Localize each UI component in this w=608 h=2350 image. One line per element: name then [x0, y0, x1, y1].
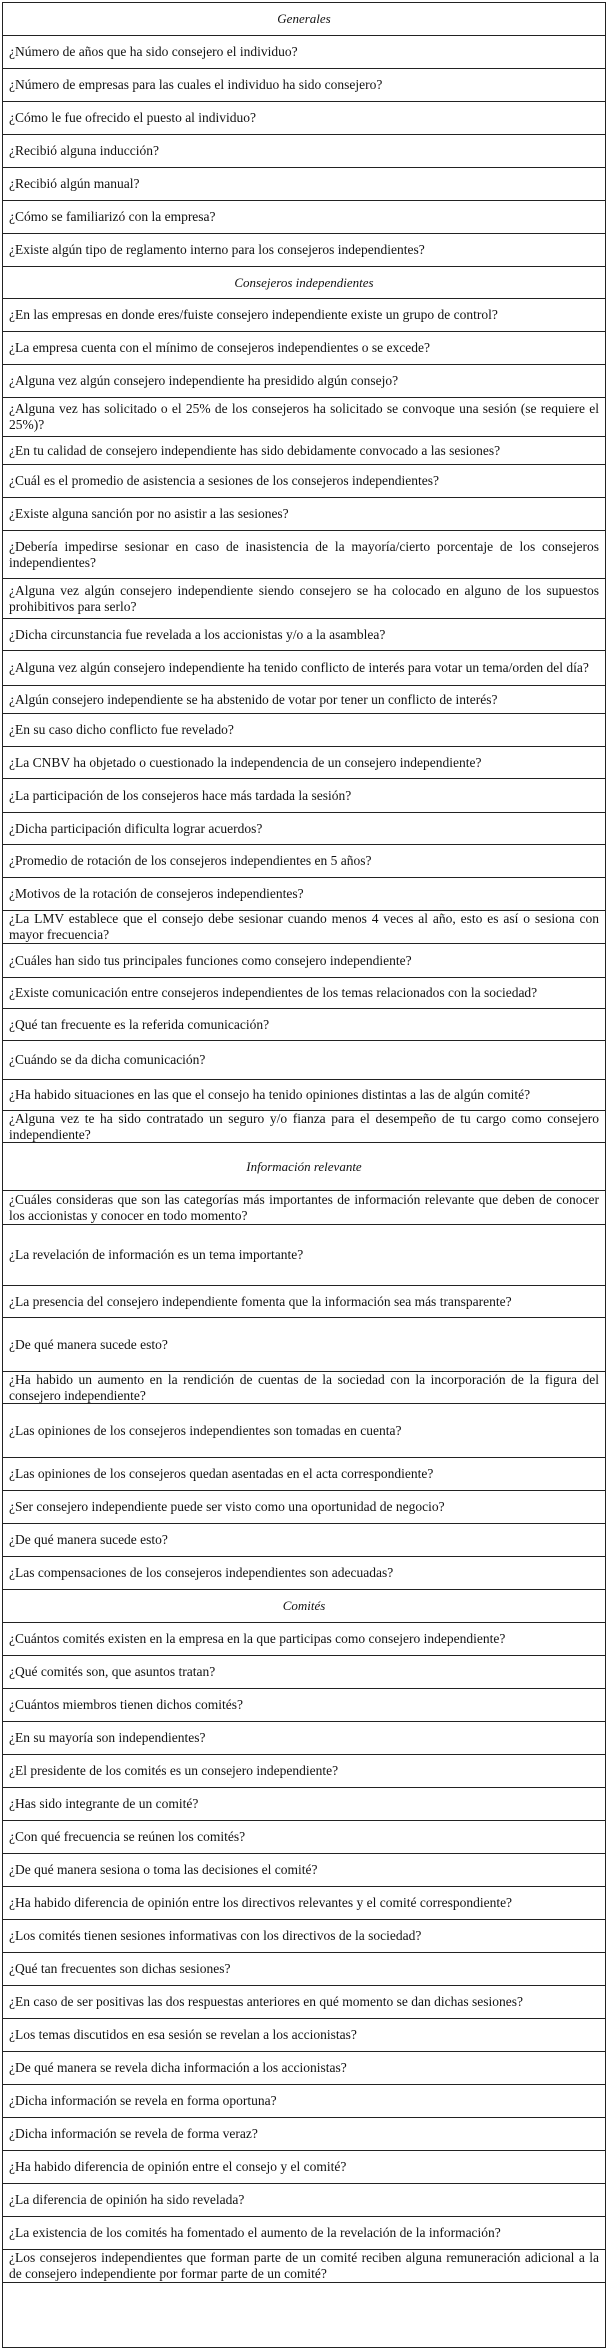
question-row — [3, 437, 605, 465]
question-text: ¿Dicha información se revela de forma veraz? — [9, 2126, 258, 2141]
question-text: ¿De qué manera sucede esto? — [9, 1336, 168, 1352]
question-text: ¿Las opiniones de los consejeros quedan asentadas en el acta correspondiente? — [9, 1466, 434, 1481]
question-text: ¿Los comités tienen sesiones informativas con los directivos de la sociedad? — [9, 1928, 422, 1943]
question-row — [3, 1689, 605, 1722]
question-row — [3, 135, 605, 168]
question-row — [3, 1920, 605, 1953]
section-header: Generales — [3, 3, 605, 36]
question-text: ¿Existe algún tipo de reglamento interno para los consejeros independientes? — [9, 242, 425, 257]
question-row — [3, 365, 605, 398]
question-row — [3, 2184, 605, 2217]
question-row — [3, 1458, 605, 1491]
question-row — [3, 1041, 605, 1080]
question-row — [3, 201, 605, 234]
question-row — [3, 1111, 605, 1143]
question-row — [3, 1009, 605, 1041]
question-row — [3, 1953, 605, 1986]
question-row — [3, 1491, 605, 1524]
question-row — [3, 398, 605, 437]
question-text: ¿Promedio de rotación de los consejeros independientes en 5 años? — [9, 853, 372, 868]
question-text: ¿La existencia de los comités ha fomentado el aumento de la revelación de la información? — [9, 2225, 501, 2240]
question-text: ¿Cuántos comités existen en la empresa en la que participas como consejero independiente? — [9, 1631, 506, 1646]
question-text: ¿Cuántos miembros tienen dichos comités? — [9, 1697, 243, 1712]
question-row — [3, 531, 605, 579]
question-text: ¿Algún consejero independiente se ha abstenido de votar por tener un conflicto de interés? — [9, 691, 498, 707]
question-text: ¿Motivos de la rotación de consejeros independientes? — [9, 886, 304, 901]
question-text: ¿Qué comités son, que asuntos tratan? — [9, 1664, 216, 1679]
question-text: ¿Existe comunicación entre consejeros independientes de los temas relacionados con la sociedad? — [9, 985, 538, 1000]
question-row — [3, 944, 605, 978]
question-text: ¿La CNBV ha objetado o cuestionado la independencia de un consejero independiente? — [9, 754, 482, 770]
question-row — [3, 36, 605, 69]
question-row — [3, 1656, 605, 1689]
question-row — [3, 651, 605, 686]
question-row — [3, 714, 605, 747]
question-row — [3, 102, 605, 135]
question-text: ¿Qué tan frecuentes son dichas sesiones? — [9, 1961, 231, 1976]
question-text: ¿En tu calidad de consejero independiente has sido debidamente convocado a las sesiones? — [9, 442, 501, 458]
question-row — [3, 2052, 605, 2085]
question-text: ¿En su caso dicho conflicto fue revelado? — [9, 722, 234, 737]
question-text: ¿Cuál es el promedio de asistencia a sesiones de los consejeros independientes? — [9, 473, 439, 488]
question-text: ¿Ha habido diferencia de opinión entre los directivos relevantes y el comité correspondiente? — [9, 1895, 513, 1910]
questionnaire-table — [2, 2, 606, 2348]
section-header: Información relevante — [3, 1143, 605, 1191]
question-row — [3, 813, 605, 845]
question-text: ¿De qué manera se revela dicha información a los accionistas? — [9, 2060, 347, 2075]
question-row — [3, 579, 605, 619]
question-text: ¿Cómo le fue ofrecido el puesto al individuo? — [9, 110, 257, 125]
question-row — [3, 1557, 605, 1590]
question-row — [3, 878, 605, 911]
question-text: ¿La empresa cuenta con el mínimo de consejeros independientes o se excede? — [9, 340, 430, 355]
question-text: ¿Recibió alguna inducción? — [9, 143, 159, 158]
question-text: ¿Alguna vez algún consejero independiente ha tenido conflicto de interés para votar un tema/orden del día? — [9, 660, 589, 675]
question-row — [3, 1372, 605, 1404]
question-row — [3, 1887, 605, 1920]
question-row — [3, 1722, 605, 1755]
question-text: ¿Ha habido situaciones en las que el consejo ha tenido opiniones distintas a las de algún comité? — [9, 1087, 531, 1102]
question-text: ¿La presencia del consejero independiente fomenta que la información sea más transparente? — [9, 1293, 512, 1309]
question-row — [3, 978, 605, 1009]
section-header: Consejeros independientes — [3, 267, 605, 299]
question-text: ¿Debería impedirse sesionar en caso de inasistencia de la mayoría/cierto porcentaje de los consejeros independientes? — [9, 538, 599, 570]
question-text: ¿En caso de ser positivas las dos respuestas anteriores en qué momento se dan dichas sesiones? — [9, 1994, 523, 2009]
question-row — [3, 2019, 605, 2052]
question-text: ¿Qué tan frecuente es la referida comunicación? — [9, 1016, 270, 1032]
question-row — [3, 911, 605, 944]
question-row — [3, 686, 605, 714]
question-text: ¿Existe alguna sanción por no asistir a las sesiones? — [9, 506, 289, 521]
question-row — [3, 1986, 605, 2019]
question-row — [3, 2151, 605, 2184]
question-row — [3, 1788, 605, 1821]
question-row — [3, 1524, 605, 1557]
question-text: ¿Cuándo se da dicha comunicación? — [9, 1052, 206, 1067]
question-row — [3, 1191, 605, 1225]
question-row — [3, 168, 605, 201]
question-text: ¿Ser consejero independiente puede ser visto como una oportunidad de negocio? — [9, 1499, 445, 1514]
question-row — [3, 234, 605, 267]
question-row — [3, 1854, 605, 1887]
question-text: ¿El presidente de los comités es un consejero independiente? — [9, 1763, 339, 1778]
question-row — [3, 299, 605, 332]
question-text: ¿Las compensaciones de los consejeros independientes son adecuadas? — [9, 1565, 394, 1580]
question-row — [3, 1225, 605, 1286]
question-text: ¿De qué manera sesiona o toma las decisiones el comité? — [9, 1862, 318, 1877]
question-text: ¿Los temas discutidos en esa sesión se revelan a los accionistas? — [9, 2027, 357, 2042]
question-text: ¿Las opiniones de los consejeros independientes son tomadas en cuenta? — [9, 1422, 402, 1438]
question-text: ¿Cuáles consideras que son las categorías más importantes de información relevante que deben de conocer los accionistas y conocer en todo momento? — [9, 1191, 599, 1223]
question-row — [3, 1318, 605, 1372]
question-text: ¿Número de años que ha sido consejero el individuo? — [9, 44, 298, 59]
question-text: ¿Alguna vez algún consejero independiente siendo consejero se ha colocado en alguno de los supuestos prohibitivos para serlo? — [9, 582, 599, 614]
question-row — [3, 1755, 605, 1788]
question-text: ¿En las empresas en donde eres/fuiste consejero independiente existe un grupo de control? — [9, 307, 498, 322]
question-row — [3, 2217, 605, 2250]
question-text: ¿Cuáles han sido tus principales funciones como consejero independiente? — [9, 952, 412, 968]
question-text: ¿La participación de los consejeros hace más tardada la sesión? — [9, 787, 352, 803]
question-text: ¿Ha habido un aumento en la rendición de cuentas de la sociedad con la incorporación de la figura del consejero independiente? — [9, 1372, 599, 1403]
question-text: ¿Alguna vez te ha sido contratado un seguro y/o fianza para el desempeño de tu cargo como consejero independiente? — [9, 1111, 599, 1142]
question-row — [3, 1821, 605, 1854]
question-text: ¿Ha habido diferencia de opinión entre el consejo y el comité? — [9, 2159, 347, 2174]
question-row — [3, 1404, 605, 1458]
question-row — [3, 332, 605, 365]
question-row — [3, 779, 605, 813]
question-row — [3, 619, 605, 651]
question-text: ¿Dicha participación dificulta lograr acuerdos? — [9, 820, 263, 836]
question-text: ¿La LMV establece que el consejo debe sesionar cuando menos 4 veces al año, esto es así o sesiona con mayor frecuencia? — [9, 911, 599, 942]
question-text: ¿Recibió algún manual? — [9, 176, 140, 191]
question-row — [3, 2250, 605, 2283]
question-row — [3, 69, 605, 102]
question-row — [3, 1080, 605, 1111]
question-text: ¿De qué manera sucede esto? — [9, 1532, 168, 1547]
question-row — [3, 1286, 605, 1318]
question-row — [3, 465, 605, 498]
question-text: ¿Dicha información se revela en forma oportuna? — [9, 2093, 277, 2108]
question-text: ¿Los consejeros independientes que forman parte de un comité reciben alguna remuneración adicional a la de consejero independiente por formar parte de un comité? — [9, 2250, 599, 2281]
question-text: ¿La revelación de información es un tema importante? — [9, 1247, 304, 1262]
question-text: ¿La diferencia de opinión ha sido revelada? — [9, 2192, 245, 2207]
question-row — [3, 2085, 605, 2118]
question-row — [3, 1623, 605, 1656]
question-text: ¿Alguna vez has solicitado o el 25% de los consejeros ha solicitado se convoque una sesión (se requiere el 25%)? — [9, 401, 599, 432]
question-text: ¿Número de empresas para las cuales el individuo ha sido consejero? — [9, 77, 383, 92]
question-text: ¿Alguna vez algún consejero independiente ha presidido algún consejo? — [9, 373, 399, 388]
section-header: Comités — [3, 1590, 605, 1623]
question-text: ¿Dicha circunstancia fue revelada a los accionistas y/o a la asamblea? — [9, 626, 386, 642]
question-text: ¿En su mayoría son independientes? — [9, 1730, 206, 1745]
question-row — [3, 845, 605, 878]
question-row — [3, 747, 605, 779]
question-row — [3, 2118, 605, 2151]
question-row — [3, 498, 605, 531]
question-text: ¿Con qué frecuencia se reúnen los comités? — [9, 1829, 246, 1844]
question-text: ¿Has sido integrante de un comité? — [9, 1796, 199, 1811]
question-text: ¿Cómo se familiarizó con la empresa? — [9, 209, 216, 224]
